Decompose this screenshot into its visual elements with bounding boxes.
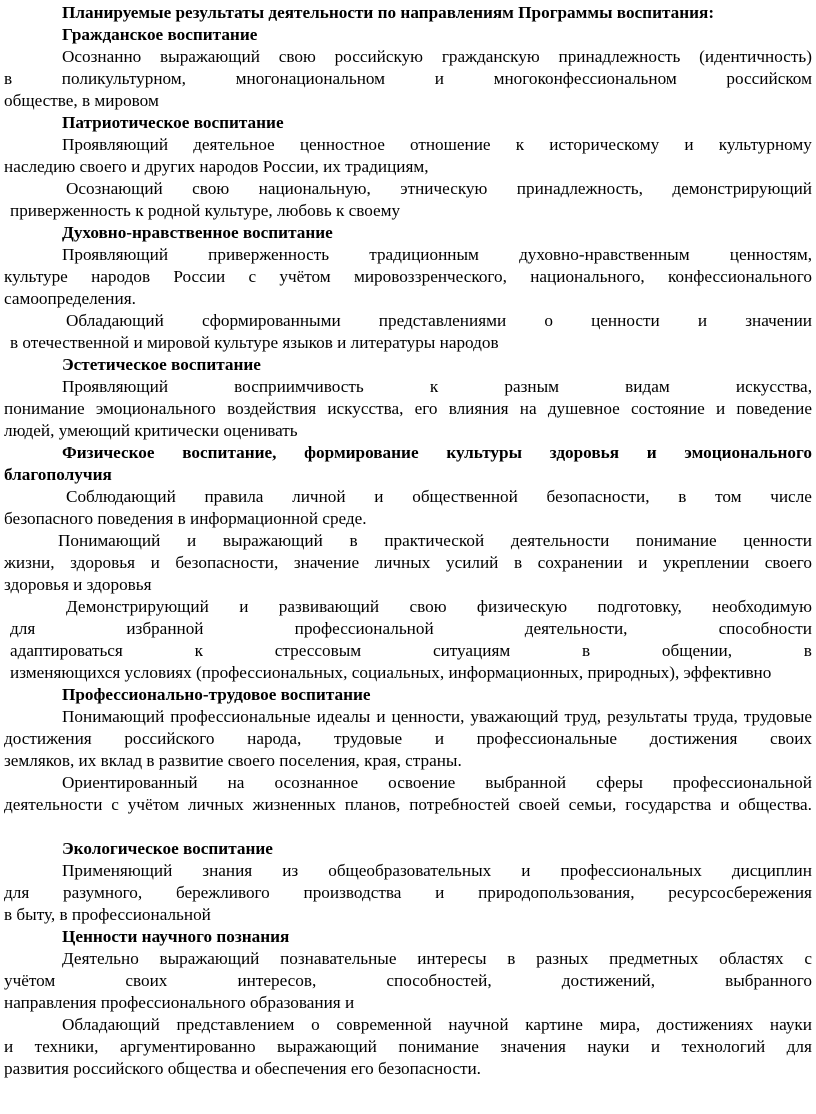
section-heading: Эстетическое воспитание: [62, 355, 261, 374]
paragraph-line: культуре народов России с учётом мировоззренческого, национального, конфессионального: [4, 267, 812, 286]
section-heading: Ценности научного познания: [62, 927, 290, 946]
paragraph-line: для избранной профессиональной деятельности, способности: [10, 619, 812, 638]
paragraph-line: обществе, в мировом: [4, 91, 159, 110]
paragraph-line: в быту, в профессиональной: [4, 905, 211, 924]
paragraph-line: Обладающий сформированными представлениями о ценности и значении: [66, 311, 812, 330]
section-heading: Духовно-нравственное воспитание: [62, 223, 333, 242]
paragraph-line: Осознанно выражающий свою российскую гражданскую принадлежность (идентичность): [62, 47, 812, 66]
section-heading: Гражданское воспитание: [62, 25, 258, 44]
paragraph-line: деятельности с учётом личных жизненных планов, потребностей своей семьи, государства и общества.: [4, 795, 812, 814]
paragraph-line: в поликультурном, многонациональном и многоконфессиональном российском: [4, 69, 812, 88]
section-heading: Физическое воспитание, формирование культуры здоровья и эмоционального: [62, 443, 812, 462]
paragraph-line: Понимающий и выражающий в практической деятельности понимание ценности: [58, 531, 812, 550]
paragraph-line: Проявляющий деятельное ценностное отношение к историческому и культурному: [62, 135, 812, 154]
paragraph-line: безопасного поведения в информационной среде.: [4, 509, 367, 528]
paragraph-line: развития российского общества и обеспечения его безопасности.: [4, 1059, 481, 1078]
document-title: Планируемые результаты деятельности по направлениям Программы воспитания:: [62, 3, 715, 22]
paragraph-line: Ориентированный на осознанное освоение выбранной сферы профессиональной: [62, 773, 812, 792]
paragraph-line: самоопределения.: [4, 289, 136, 308]
paragraph-line: адаптироваться к стрессовым ситуациям в общении, в: [10, 641, 812, 660]
paragraph-line: учётом своих интересов, способностей, достижений, выбранного: [4, 971, 812, 990]
paragraph-line: и техники, аргументированно выражающий понимание значения науки и технологий для: [4, 1037, 812, 1056]
paragraph-line: земляков, их вклад в развитие своего поселения, края, страны.: [4, 751, 462, 770]
paragraph-line: Обладающий представлением о современной научной картине мира, достижениях науки: [62, 1015, 812, 1034]
paragraph-line: Деятельно выражающий познавательные интересы в разных предметных областях с: [62, 949, 812, 968]
paragraph-line: Проявляющий приверженность традиционным духовно-нравственным ценностям,: [62, 245, 812, 264]
paragraph-line: в отечественной и мировой культуре языков и литературы народов: [10, 333, 499, 352]
paragraph-line: Проявляющий восприимчивость к разным видам искусства,: [62, 377, 812, 396]
section-heading: Патриотическое воспитание: [62, 113, 284, 132]
paragraph-line: для разумного, бережливого производства и природопользования, ресурсосбережения: [4, 883, 812, 902]
section-heading: благополучия: [4, 465, 112, 484]
paragraph-line: здоровья и здоровья: [4, 575, 152, 594]
paragraph-line: Применяющий знания из общеобразовательных и профессиональных дисциплин: [62, 861, 812, 880]
paragraph-line: достижения российского народа, трудовые и профессиональные достижения своих: [4, 729, 812, 748]
paragraph-line: изменяющихся условиях (профессиональных, социальных, информационных, природных), эффективно: [10, 663, 772, 682]
paragraph-line: людей, умеющий критически оценивать: [4, 421, 298, 440]
paragraph-line: Демонстрирующий и развивающий свою физическую подготовку, необходимую: [66, 597, 812, 616]
paragraph-line: приверженность к родной культуре, любовь к своему: [10, 201, 401, 220]
paragraph-line: Понимающий профессиональные идеалы и ценности, уважающий труд, результаты труда, трудовые: [62, 707, 812, 726]
paragraph-line: Осознающий свою национальную, этническую принадлежность, демонстрирующий: [66, 179, 812, 198]
section-heading: Экологическое воспитание: [62, 839, 273, 858]
section-heading: Профессионально-трудовое воспитание: [62, 685, 371, 704]
paragraph-line: понимание эмоционального воздействия искусства, его влияния на душевное состояние и поведение: [4, 399, 812, 418]
paragraph-line: наследию своего и других народов России, их традициям,: [4, 157, 429, 176]
paragraph-line: Соблюдающий правила личной и общественной безопасности, в том числе: [66, 487, 812, 506]
paragraph-line: жизни, здоровья и безопасности, значение личных усилий в сохранении и укреплении своего: [4, 553, 812, 572]
paragraph-line: направления профессионального образования и: [4, 993, 355, 1012]
